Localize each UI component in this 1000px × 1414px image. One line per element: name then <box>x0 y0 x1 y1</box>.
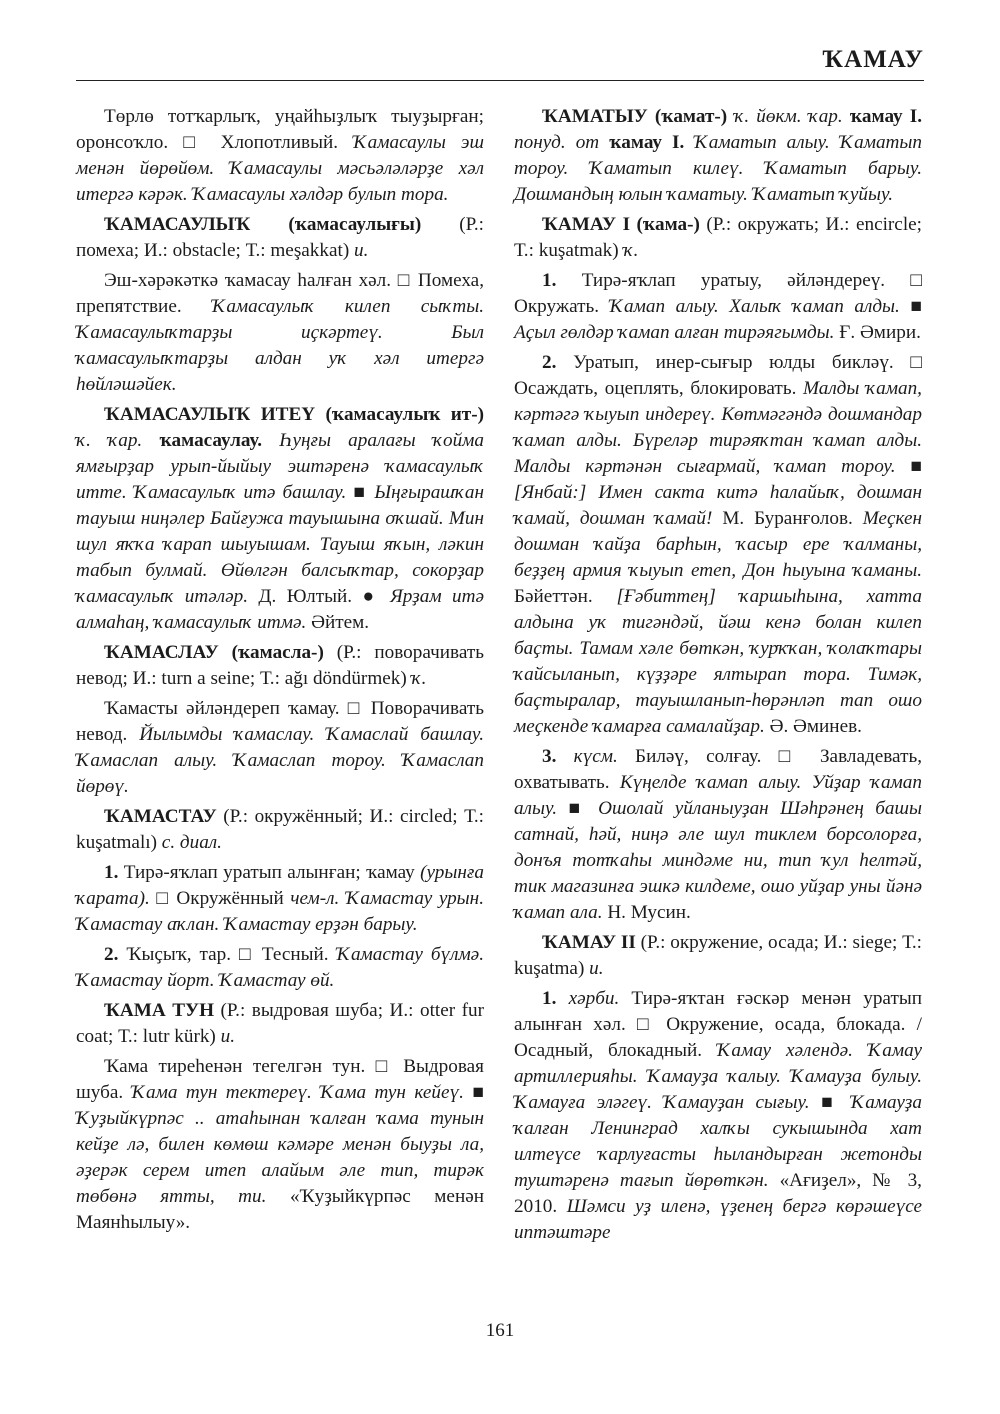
definition-text: «Ағиҙел», № 3, 2010. <box>514 1170 922 1217</box>
example-text: с. диал. <box>161 832 222 853</box>
dictionary-paragraph <box>76 402 484 636</box>
left-column <box>76 104 484 1240</box>
dictionary-paragraph <box>76 804 484 856</box>
header-rule <box>76 80 924 81</box>
definition-text <box>684 132 694 153</box>
dictionary-paragraph <box>514 350 922 740</box>
example-text: ҡ. ҡар. <box>76 430 143 451</box>
definition-text: □ Окружённый <box>149 888 291 909</box>
definition-text: ■ <box>346 482 375 503</box>
definition-text: Бәйеттән. <box>514 586 617 607</box>
example-text: Ҡамасаулы эш менән йөрөйөм. Ҡамасаулы мәсьәләләрҙе хәл итергә кәрәк. Ҡамасаулы хәлдәр булып тора. <box>76 132 484 205</box>
definition-text: Тирә-яҡтан ғәскәр менән уратып алынған хәл. □ Окружение, осада, блокада. / Осадный, блокадный. <box>514 988 922 1061</box>
headword: 1. <box>104 862 119 883</box>
definition-text: Д. Юлтый. ● <box>248 586 391 607</box>
definition-text: М. Буранғолов. <box>712 508 863 529</box>
headword: ҠАМАСАУЛЫҠ ИТЕҮ (ҡамасаулыҡ ит-) <box>104 404 484 425</box>
definition-text: (Р.: выдровая шуба; И.: otter fur coat; Т.: lutr kürk) <box>76 1000 484 1047</box>
example-text: Ҡамастау бүлмә. Ҡамастау йорт. Ҡамастау өй. <box>76 944 485 991</box>
example-text: Ошолай уйланыуҙан Шәһрәнең башы сатнай, һәй, ниңә әле шул тиклем борсолорға, донъя тотҡаһы миндәме ни, тип ҡул һелтәй, тик магазинға эшкә килдеме, ошо уйҙар уны йәнә ҡамап ала. <box>514 798 923 923</box>
definition-text: (Р.: окружать; И.: encircle; Т.: kuşatmak) <box>514 214 922 261</box>
headword: ҠАМАУ I (ҡама-) <box>542 214 700 235</box>
example-text: и. <box>354 240 369 261</box>
right-column <box>514 104 922 1250</box>
definition-text: ■ <box>895 456 922 477</box>
definition-text: ■ <box>899 296 922 317</box>
definition-text: Тирә-яҡлап уратыу, әйләндереү. □ Окружать. <box>514 270 922 317</box>
headword: ҠАМАТЫУ (ҡамат-) <box>542 106 728 127</box>
definition-text: (Р.: окружённый; И.: circled; Т.: kuşatmalı) <box>76 806 484 853</box>
example-text: Ярҙам итә алмаһаң, ҡамасаулыҡ итмә. <box>76 586 484 633</box>
dictionary-paragraph <box>76 942 484 994</box>
definition-text <box>599 132 609 153</box>
headword: ҡамау I. <box>849 106 923 127</box>
definition-text: Әйтем. <box>306 612 370 633</box>
example-text: [Ғәбиттең] ҡаршыһына, хатта алдына уҡ тигәндәй, йәш кенә болан килеп баҫты. Тамам хәле бөткән, ҡурҡҡан, ҡолаҡтары ҡайсыланып, күҙҙәре ялтырап тора. Тимәк, баҫтыралар, тауышланып-һөрәнләп тап ошо меҫкенде ҡамарға самалайҙар. <box>514 586 922 737</box>
example-text: ҡ. йөкм. ҡар. <box>734 106 843 127</box>
dictionary-paragraph <box>514 986 922 1246</box>
example-text: Ҡамауҙа ҡалған Ленинград халҡы сукышында хат илтеүсе ҡарлуғасты һыландырған жетонды туштәренә тағып йөрөткән. <box>514 1092 922 1191</box>
headword: 2. <box>542 352 557 373</box>
example-text: Малды ҡамап, кәртәгә ҡыуып индереү. Көтмәгәндә дошмандар ҡамап алды. Бүреләр тирәяҡтан ҡамап алды. Малды кәртәнән сығармай, ҡамап тороу. <box>514 378 922 477</box>
dictionary-paragraph <box>514 930 922 982</box>
example-text: Аҫыл гөлдәр ҡамап алған тирәягымды. <box>514 322 835 343</box>
definition-text: ■ <box>463 1082 484 1103</box>
definition-text: Ә. Әминев. <box>764 716 862 737</box>
example-text: (урынға ҡарата). <box>76 862 484 909</box>
example-text: и. <box>220 1026 235 1047</box>
headword: ҠАМАСТАУ <box>104 806 217 827</box>
definition-text: Тирә-яҡлап уратып алынған; ҡамау <box>118 862 421 883</box>
headword: ҠАМАСАУЛЫҠ (ҡамасаулығы) <box>104 214 422 235</box>
running-head: ҠАМАУ <box>822 46 924 73</box>
dictionary-paragraph <box>514 212 922 264</box>
dictionary-paragraph <box>76 640 484 692</box>
example-text: ҡ. <box>623 240 639 261</box>
dictionary-paragraph <box>76 860 484 938</box>
example-text: Ҡама тун тектереү. Ҡама тун кейеү. <box>131 1082 464 1103</box>
definition-text: Ғ. Әмири. <box>834 322 921 343</box>
example-text: хәрби. <box>568 988 620 1009</box>
headword: 1. <box>542 988 557 1009</box>
headword: 1. <box>542 270 557 291</box>
headword: ҠАМА ТУН <box>104 1000 215 1021</box>
example-text: понуд. от <box>514 132 600 153</box>
example-text: Шәмси уҙ иленә, үҙенең бергә көрәшеүсе иптәштәре <box>514 1196 922 1243</box>
example-text: Ҡуҙыйкүрпәс .. атаһынан ҡалған ҡама тунын кейҙе лә, билен көмөш кәмәре менән быуҙы ла, әҙерәк серем итеп алайым әле тип, тирәк төбөнә ятты, ти. <box>76 1108 484 1207</box>
definition-text: (Р.: поворачивать невод; И.: turn a seine; Т.: ağı döndürmek) <box>76 642 484 689</box>
definition-text: Уратып, инер-сығыр юлды бикләү. □ Осаждать, оцеплять, блокировать. <box>514 352 922 399</box>
definition-text <box>556 746 573 767</box>
definition-text <box>843 106 850 127</box>
dictionary-paragraph <box>76 212 484 264</box>
definition-text: Ҡыҫыҡ, тар. □ Тесный. <box>118 944 337 965</box>
example-text: Ыңғырашҡан тауыш ниңәлер Байғужа тауышына оҡшай. Мин шул яҡҡа ҡарап шыуышам. Тауыш яҡын, ләкин табып булмай. Өйөлгән балсыҡтар, сокорҙар ҡамасаулыҡ итәләр. <box>76 482 485 607</box>
headword: 3. <box>542 746 557 767</box>
example-text: и. <box>589 958 604 979</box>
example-text: Күңелде ҡамап алыу. Уйҙар ҡамап алыу. <box>514 772 922 819</box>
example-text: Һуңғы аралағы ҡойма ямғырҙар урып-йыйыу эштәренә ҡамасаулыҡ итте. Ҡамасаулыҡ итә башлау. <box>76 430 484 503</box>
definition-text: «Ҡуҙыйкүрпәс менән Маянһылыу». <box>76 1186 484 1233</box>
example-text: Ҡамасаулыҡ килеп сыҡты. Ҡамасаулыҡтарҙы иҫкәртеү. Был ҡамасаулыҡтарҙы алдан уҡ хәл итергә һөйләшәйек. <box>76 296 484 395</box>
definition-text: Биләү, солғау. □ Завладевать, охватывать. <box>514 746 923 793</box>
example-text: Ҡамау хәлендә. Ҡамау артиллерияһы. Ҡамауҙа ҡалыу. Ҡамауҙа булыу. Ҡамауға эләгеү. Ҡамауҙан сығыу. <box>514 1040 922 1113</box>
definition-text: Төрлө тотҡарлыҡ, уңайһыҙлыҡ тыуҙырған; оронсоҡло. □ Хлопотливый. <box>76 106 484 153</box>
example-text: чем-л. Ҡамастау урын. Ҡамастау аҡлан. Ҡамастау ерҙән барыу. <box>76 888 484 935</box>
headword: ҠАМАУ II <box>542 932 636 953</box>
definition-text: ■ <box>809 1092 851 1113</box>
dictionary-paragraph <box>514 104 922 208</box>
definition-text: Ҡама тиреһенән тегелгән тун. □ Выдровая шуба. <box>76 1056 484 1103</box>
example-text: Ҡаматып алыу. Ҡаматып тороу. Ҡаматып килеү. Ҡаматып барыу. Дошмандың юлын ҡаматыу. Ҡаматып ҡуйыу. <box>514 132 922 205</box>
example-text: Меҫкен дошман ҡайҙа барһын, ҡасыр ере ҡалманы, беҙҙең армия ҡыуып етеп, Дон һыуына ҡаманы. <box>514 508 922 581</box>
dictionary-paragraph <box>76 998 484 1050</box>
dictionary-paragraph <box>76 696 484 800</box>
headword: 2. <box>104 944 119 965</box>
headword: ҡамасаулау. <box>159 430 263 451</box>
dictionary-paragraph <box>76 268 484 398</box>
definition-text: Эш-хәрәкәткә ҡамасау һалған хәл. □ Помеха, препятствие. <box>76 270 484 317</box>
headword: ҠАМАСЛАУ (ҡамасла-) <box>104 642 324 663</box>
definition-text: ■ <box>557 798 599 819</box>
page-number: 161 <box>485 1320 515 1341</box>
example-text: [Янбай:] Имен сакта китә һалайыҡ, дошман ҡамай, дошман ҡамай! <box>514 482 922 529</box>
definition-text <box>556 988 568 1009</box>
dictionary-paragraph <box>514 268 922 346</box>
definition-text <box>142 430 159 451</box>
example-text: күсм. <box>573 746 618 767</box>
example-text: Йылымды ҡамаслау. Ҡамаслай башлау. Ҡамаслап алыу. Ҡамаслап тороу. Ҡамаслап йөрөү. <box>76 724 484 797</box>
dictionary-paragraph <box>514 744 922 926</box>
definition-text: (Р.: окружение, осада; И.: siege; Т.: kuşatma) <box>514 932 923 979</box>
definition-text <box>262 430 279 451</box>
definition-text: Н. Мусин. <box>602 902 691 923</box>
dictionary-paragraph <box>76 104 484 208</box>
example-text: ҡ. <box>411 668 427 689</box>
definition-text: Ҡамасты әйләндереп ҡамау. □ Поворачивать невод. <box>76 698 484 745</box>
dictionary-paragraph <box>76 1054 484 1236</box>
definition-text: (Р.: помеха; И.: obstacle; Т.: meşakkat) <box>76 214 484 261</box>
example-text: Ҡамап алыу. Халыҡ ҡамап алды. <box>609 296 900 317</box>
headword: ҡамау I. <box>609 132 685 153</box>
